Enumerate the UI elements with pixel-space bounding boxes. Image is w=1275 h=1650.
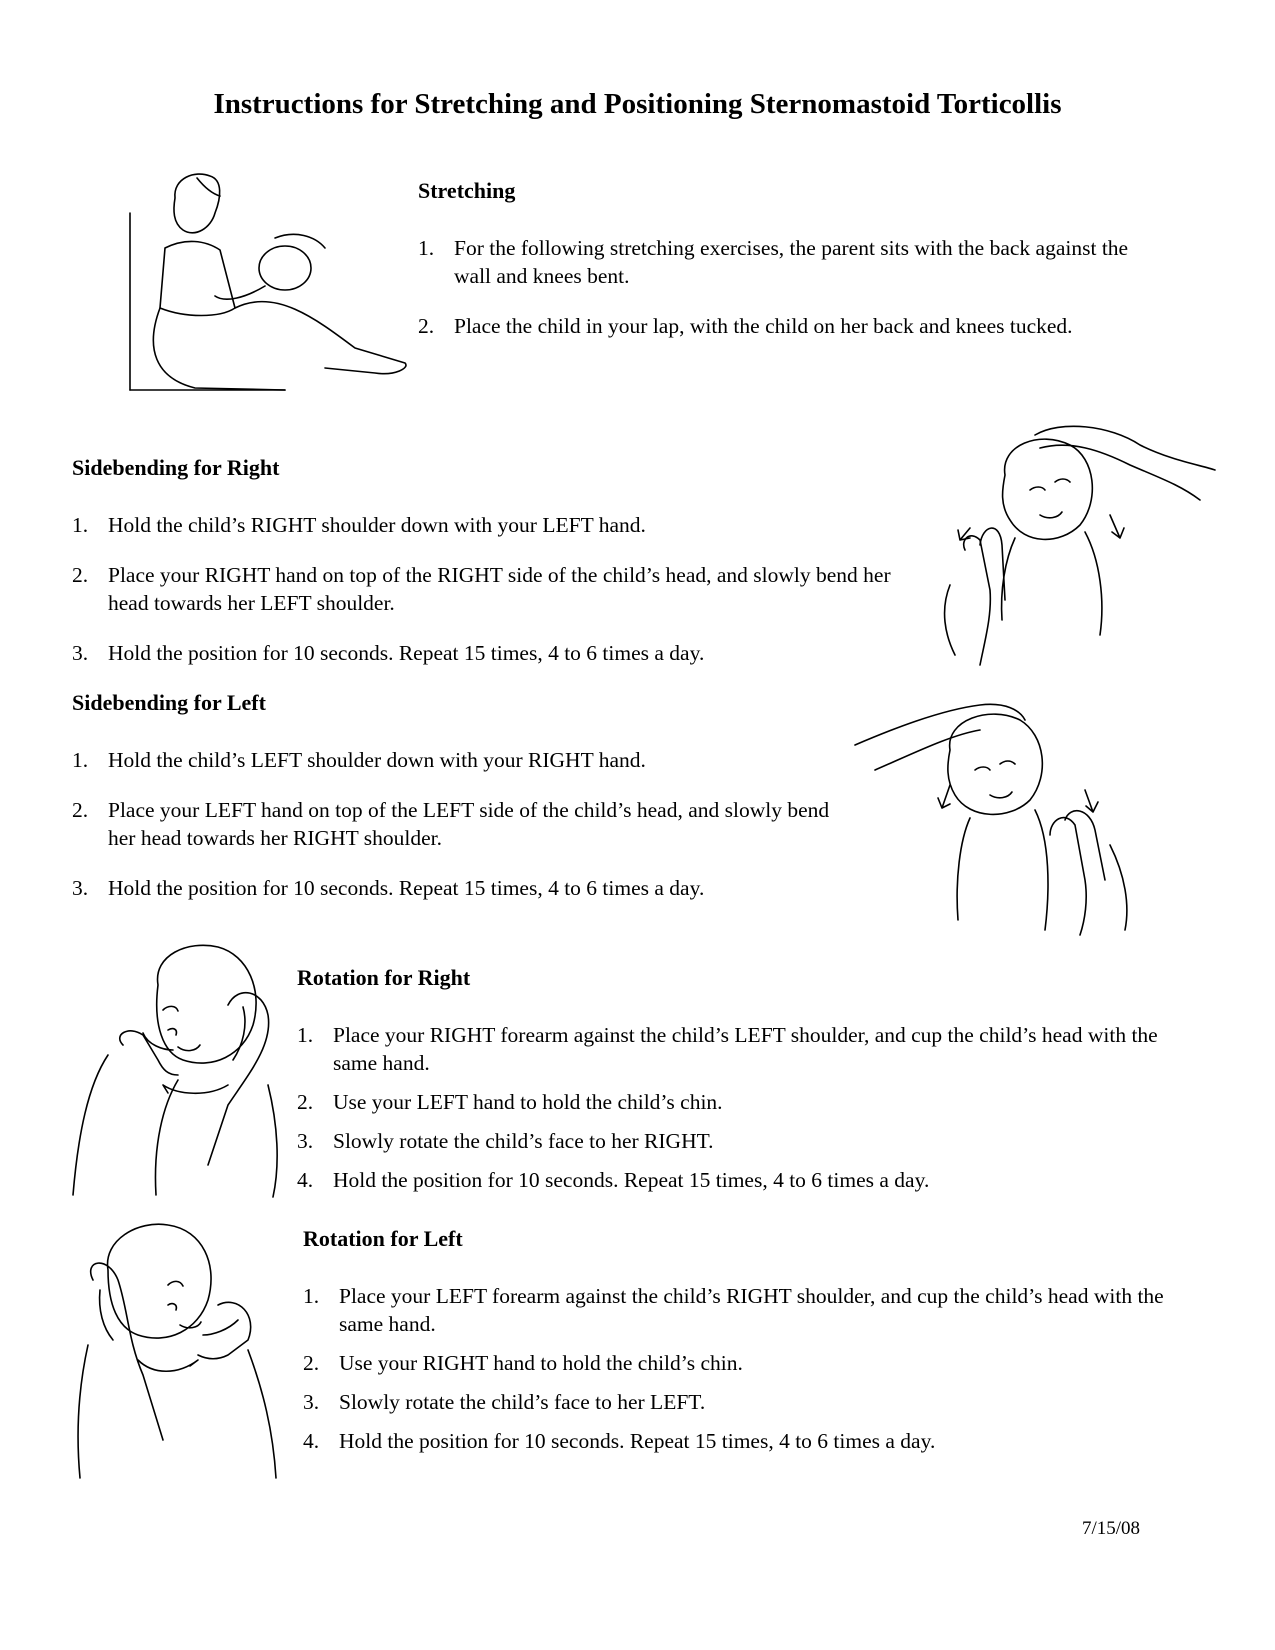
page-title: Instructions for Stretching and Positioning Sternomastoid Torticollis bbox=[213, 88, 1062, 120]
rotation-left-illustration bbox=[68, 1210, 293, 1480]
step-number: 2. bbox=[72, 563, 89, 587]
sidebend-left-steps bbox=[72, 746, 832, 902]
list-item bbox=[303, 1349, 1183, 1377]
step-number: 4. bbox=[303, 1429, 320, 1453]
step-text: Hold the child’s LEFT shoulder down with your RIGHT hand. bbox=[108, 748, 646, 772]
step-text: Hold the position for 10 seconds. Repeat 15 times, 4 to 6 times a day. bbox=[333, 1168, 930, 1192]
document-date: 7/15/08 bbox=[1081, 1518, 1140, 1539]
list-item bbox=[418, 234, 1158, 290]
rotation-left-heading: Rotation for Left bbox=[303, 1226, 463, 1251]
sidebend-right-illustration bbox=[930, 420, 1220, 670]
step-text: Use your RIGHT hand to hold the child’s chin. bbox=[339, 1351, 743, 1375]
list-item bbox=[297, 1166, 1177, 1194]
step-text: Place your LEFT forearm against the child’s RIGHT shoulder, and cup the child’s head with the same hand. bbox=[339, 1284, 1164, 1336]
sidebend-right-steps bbox=[72, 511, 902, 667]
step-number: 2. bbox=[72, 798, 89, 822]
step-text: Slowly rotate the child’s face to her RIGHT. bbox=[333, 1129, 714, 1153]
parent-seated-illustration bbox=[125, 168, 425, 403]
step-number: 1. bbox=[72, 748, 89, 772]
step-number: 2. bbox=[297, 1090, 314, 1114]
step-number: 1. bbox=[297, 1023, 314, 1047]
list-item bbox=[297, 1021, 1177, 1077]
rotation-left-steps bbox=[303, 1282, 1183, 1455]
step-text: Place your LEFT hand on top of the LEFT side of the child’s head, and slowly bend her head towards her RIGHT shoulder. bbox=[108, 798, 830, 850]
step-text: Place your RIGHT forearm against the child’s LEFT shoulder, and cup the child’s head with the same hand. bbox=[333, 1023, 1158, 1075]
step-number: 3. bbox=[72, 876, 89, 900]
list-item bbox=[303, 1282, 1183, 1338]
sidebend-left-illustration bbox=[850, 690, 1140, 940]
rotation-right-heading: Rotation for Right bbox=[297, 965, 471, 990]
step-number: 3. bbox=[297, 1129, 314, 1153]
step-text: Slowly rotate the child’s face to her LEFT. bbox=[339, 1390, 706, 1414]
list-item bbox=[418, 312, 1158, 340]
step-text: Hold the position for 10 seconds. Repeat 15 times, 4 to 6 times a day. bbox=[339, 1429, 936, 1453]
list-item bbox=[72, 639, 902, 667]
list-item bbox=[297, 1127, 1177, 1155]
step-number: 1. bbox=[72, 513, 89, 537]
step-number: 4. bbox=[297, 1168, 314, 1192]
step-number: 1. bbox=[303, 1284, 320, 1308]
step-text: Hold the position for 10 seconds. Repeat 15 times, 4 to 6 times a day. bbox=[108, 876, 705, 900]
stretching-steps bbox=[418, 234, 1158, 340]
list-item bbox=[303, 1427, 1183, 1455]
sidebend-right-heading: Sidebending for Right bbox=[72, 455, 280, 480]
step-text: Hold the child’s RIGHT shoulder down with your LEFT hand. bbox=[108, 513, 646, 537]
sidebend-left-heading: Sidebending for Left bbox=[72, 690, 266, 715]
step-text: Place the child in your lap, with the child on her back and knees tucked. bbox=[454, 314, 1073, 338]
step-number: 3. bbox=[72, 641, 89, 665]
step-text: Use your LEFT hand to hold the child’s chin. bbox=[333, 1090, 723, 1114]
list-item bbox=[72, 511, 902, 539]
list-item bbox=[72, 561, 902, 617]
step-number: 3. bbox=[303, 1390, 320, 1414]
step-number: 1. bbox=[418, 236, 435, 260]
step-text: Place your RIGHT hand on top of the RIGHT side of the child’s head, and slowly bend her head towards her LEFT shoulder. bbox=[108, 563, 891, 615]
step-text: Hold the position for 10 seconds. Repeat 15 times, 4 to 6 times a day. bbox=[108, 641, 705, 665]
step-number: 2. bbox=[418, 314, 435, 338]
step-text: For the following stretching exercises, the parent sits with the back against the wall and knees bent. bbox=[454, 236, 1129, 288]
stretching-heading: Stretching bbox=[418, 178, 516, 203]
list-item bbox=[72, 874, 832, 902]
list-item bbox=[303, 1388, 1183, 1416]
list-item bbox=[72, 746, 832, 774]
list-item bbox=[297, 1088, 1177, 1116]
step-number: 2. bbox=[303, 1351, 320, 1375]
rotation-right-illustration bbox=[68, 935, 293, 1200]
list-item bbox=[72, 796, 832, 852]
rotation-right-steps bbox=[297, 1021, 1177, 1194]
